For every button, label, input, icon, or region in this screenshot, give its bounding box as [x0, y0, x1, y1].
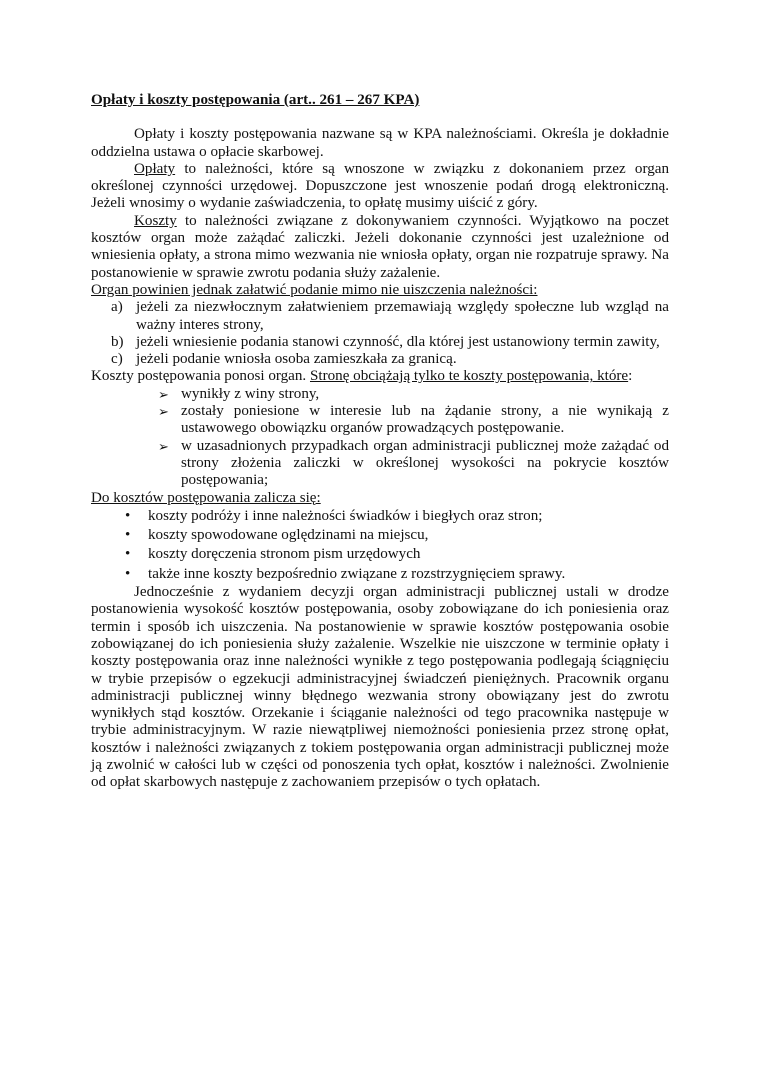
arrow-bullet-icon: ➢	[158, 438, 169, 454]
costs-line-end: :	[628, 368, 633, 385]
koszty-paragraph	[91, 213, 669, 282]
list-item	[91, 565, 669, 584]
closing-paragraph: Jednocześnie z wydaniem decyzji organ administracji publicznej ustali w drodze postanowienia wysokość kosztów postępowania, osoby zobowiązane do ich poniesienia oraz termin i sposób ich uiszczenia. Na postanowienie w sprawie kosztów postępowania osobie zobowiązanej do ich poniesienia służy zażalenie. Wszelkie nie uiszczone w terminie opłaty i koszty postępowania oraz inne należności wynikłe z tego postępowania podlegają ściągnięciu w trybie przepisów o egzekucji administracyjnej świadczeń pieniężnych. Pracownik organu administracji publicznej winny błędnego wezwania strony obowiązany jest do zwrotu wynikłych stąd kosztów. Orzekanie i ściąganie należności od tego pracownika następuje w trybie administracyjnym. W razie niewątpliwej niemożności poniesienia przez stronę opłat, kosztów i należności związanych z tokiem postępowania organ administracji publicznej może ją zwolnić w całości lub w części od ponoszenia tych opłat, kosztów i należności. Zwolnienie od opłat skarbowych następuje z zachowaniem przepisów o tych opłatach.	[91, 584, 669, 791]
intro-paragraph: Opłaty i koszty postępowania nazwane są w KPA należnościami. Określa je dokładnie oddzielna ustawa o opłacie skarbowej.	[91, 126, 669, 160]
list-item	[91, 403, 669, 438]
list-item	[91, 386, 669, 403]
bullet-icon: •	[125, 507, 131, 524]
koszty-text: to należności związane z dokonywaniem czynności. Wyjątkowo na poczet kosztów organ może zażądać zaliczki. Jeżeli dokonanie czynności jest uzależnione od wniesienia opłaty, a strona mimo wezwania nie wniosła opłaty, organ nie rozpatruje sprawy. Na postanowienie w sprawie zwrotu podania służy zażalenie.	[91, 212, 669, 281]
organ-heading: Organ powinien jednak załatwić podanie mimo nie uiszczenia należności:	[91, 281, 538, 298]
costs-line-underlined: Stronę obciążają tylko te koszty postępowania, które	[309, 368, 629, 385]
list-item	[91, 299, 669, 334]
bullet-icon: •	[125, 546, 131, 563]
list-item	[91, 507, 669, 526]
arrow-bullet-icon: ➢	[158, 404, 169, 420]
list-item	[91, 351, 669, 368]
list-item-text: koszty spowodowane oględzinami na miejscu,	[148, 527, 429, 544]
oplaty-text: to należności, które są wnoszone w związku z dokonaniem przez organ określonej czynności urzędowej. Dopuszczone jest wnoszenie podań drogą elektroniczną. Jeżeli wnosimy o wydanie zaświadczenia, to opłatę musimy uiścić z góry.	[91, 160, 669, 212]
list-item-text: także inne koszty bezpośrednio związane z rozstrzygnięciem sprawy.	[148, 565, 566, 582]
list-item-text: wynikły z winy strony,	[181, 385, 320, 402]
oplaty-term: Opłaty	[134, 160, 176, 177]
list-item-text: jeżeli za niezwłocznym załatwieniem przemawiają względy społeczne lub wzgląd na ważny interes strony,	[136, 299, 669, 333]
list-item	[91, 526, 669, 545]
bullet-icon: •	[125, 527, 131, 544]
list-item-text: w uzasadnionych przypadkach organ administracji publicznej może zażądać od strony złożenia zaliczki w określonej wysokości na pokrycie kosztów postępowania;	[181, 437, 669, 489]
oplaty-paragraph	[91, 161, 669, 213]
list-marker: b)	[111, 333, 124, 350]
list-item	[91, 334, 669, 351]
list-item	[91, 438, 669, 490]
list-marker: c)	[111, 351, 123, 368]
organ-list	[91, 299, 669, 368]
arrow-bullet-icon: ➢	[158, 386, 169, 402]
zalicza-list	[91, 507, 669, 584]
document-title: Opłaty i koszty postępowania (art.. 261 – 267 KPA)	[91, 92, 420, 108]
list-item-text: koszty podróży i inne należności świadków i biegłych oraz stron;	[148, 507, 543, 524]
list-item-text: koszty doręczenia stronom pism urzędowych	[148, 546, 421, 563]
list-marker: a)	[111, 299, 123, 316]
zalicza-heading: Do kosztów postępowania zalicza się:	[91, 489, 321, 506]
costs-line-plain: Koszty postępowania ponosi organ.	[91, 368, 310, 385]
list-item-text: zostały poniesione w interesie lub na żądanie strony, a nie wynikają z ustawowego obowiązku organów prowadzących postępowanie.	[181, 403, 669, 437]
strona-list	[91, 386, 669, 490]
koszty-term: Koszty	[134, 212, 177, 229]
list-item-text: jeżeli wniesienie podania stanowi czynność, dla której jest ustanowiony termin zawity,	[136, 333, 660, 350]
list-item-text: jeżeli podanie wniosła osoba zamieszkała za granicą.	[136, 351, 457, 368]
list-item	[91, 545, 669, 564]
bullet-icon: •	[125, 565, 131, 582]
costs-line	[91, 368, 669, 385]
